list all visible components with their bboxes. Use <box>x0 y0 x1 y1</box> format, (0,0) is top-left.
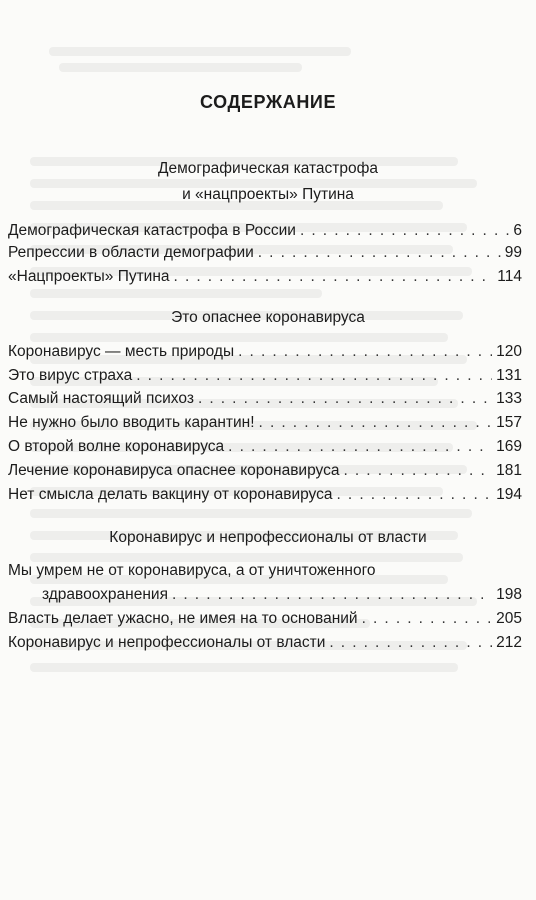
toc-entry-page: 133 <box>496 390 522 407</box>
toc-entry-page: 198 <box>496 586 522 603</box>
toc-entry-page: 212 <box>496 634 522 651</box>
leader-dots <box>174 265 494 289</box>
toc-entry-label: Самый настоящий психоз <box>8 390 194 407</box>
toc-entry-label: Коронавирус и непрофессионалы от власти <box>8 634 326 651</box>
leader-dots <box>258 241 501 265</box>
toc-entry[interactable] <box>8 459 522 483</box>
toc-entry-page: 114 <box>497 268 522 285</box>
section-title-coronavirus <box>40 305 496 331</box>
leader-dots <box>198 387 492 411</box>
toc-entry[interactable] <box>8 483 522 507</box>
toc-entry[interactable] <box>8 387 522 411</box>
toc-entry-page: 120 <box>496 343 522 360</box>
leader-dots <box>259 411 493 435</box>
toc-entry[interactable] <box>8 219 522 243</box>
section-title-demography <box>40 156 496 208</box>
toc-entry[interactable] <box>8 631 522 655</box>
toc-entry-label: Власть делает ужасно, не имея на то оснований <box>8 610 358 627</box>
toc-entry[interactable] <box>8 411 522 435</box>
toc-entry-label: О второй волне коронавируса <box>8 438 225 455</box>
toc-entry[interactable] <box>8 340 522 364</box>
leader-dots <box>238 340 492 364</box>
toc-entry[interactable] <box>8 607 522 631</box>
toc-entry-page: 6 <box>513 222 522 239</box>
page-title: СОДЕРЖАНИЕ <box>199 92 337 112</box>
toc-entry-label: «Нацпроекты» Путина <box>8 268 170 285</box>
section-title-line: Коронавирус и непрофессионалы от власти <box>109 529 427 546</box>
toc-entry[interactable] <box>8 435 522 459</box>
leader-dots <box>337 483 493 507</box>
toc-entry-label: Нет смысла делать вакцину от коронавируса <box>8 486 333 503</box>
toc-entry-label: Не нужно было вводить карантин! <box>8 414 255 431</box>
section-title-line: Демографическая катастрофа <box>158 160 378 177</box>
leader-dots <box>136 364 492 388</box>
toc-entry-page: 194 <box>496 486 522 503</box>
toc-entry-page: 169 <box>496 438 522 455</box>
toc-entry[interactable] <box>8 559 522 607</box>
toc-entry-page: 205 <box>496 610 522 627</box>
leader-dots <box>172 583 492 607</box>
toc-entry-label: Коронавирус — месть природы <box>8 343 235 360</box>
toc-entry[interactable] <box>8 364 522 388</box>
toc-entry-label: Мы умрем не от коронавируса, а от уничтоженного <box>8 562 376 579</box>
leader-dots <box>343 459 492 483</box>
toc-entry-page: 99 <box>504 244 522 261</box>
leader-dots <box>228 435 492 459</box>
toc-entry-continuation <box>8 583 522 607</box>
leader-dots <box>329 631 492 655</box>
section-title-line: и «нацпроекты» Путина <box>182 186 354 203</box>
toc-entry-page: 157 <box>496 414 522 431</box>
toc-entry-label: Это вирус страха <box>8 367 133 384</box>
toc-entry-page: 131 <box>496 367 522 384</box>
section-title-line: Это опаснее коронавируса <box>171 309 365 326</box>
toc-entry-label: Репрессии в области демографии <box>8 244 254 261</box>
leader-dots <box>362 607 493 631</box>
leader-dots <box>300 219 509 243</box>
toc-entry-label: Демографическая катастрофа в России <box>8 222 296 239</box>
toc-entry[interactable] <box>8 265 522 289</box>
toc-entry[interactable] <box>8 241 522 265</box>
toc-entry-label: Лечение коронавируса опаснее коронавируса <box>8 462 340 479</box>
toc-entry-page: 181 <box>496 462 522 479</box>
section-title-authorities <box>40 525 496 551</box>
toc-entry-label-cont: здравоохранения <box>42 586 168 603</box>
